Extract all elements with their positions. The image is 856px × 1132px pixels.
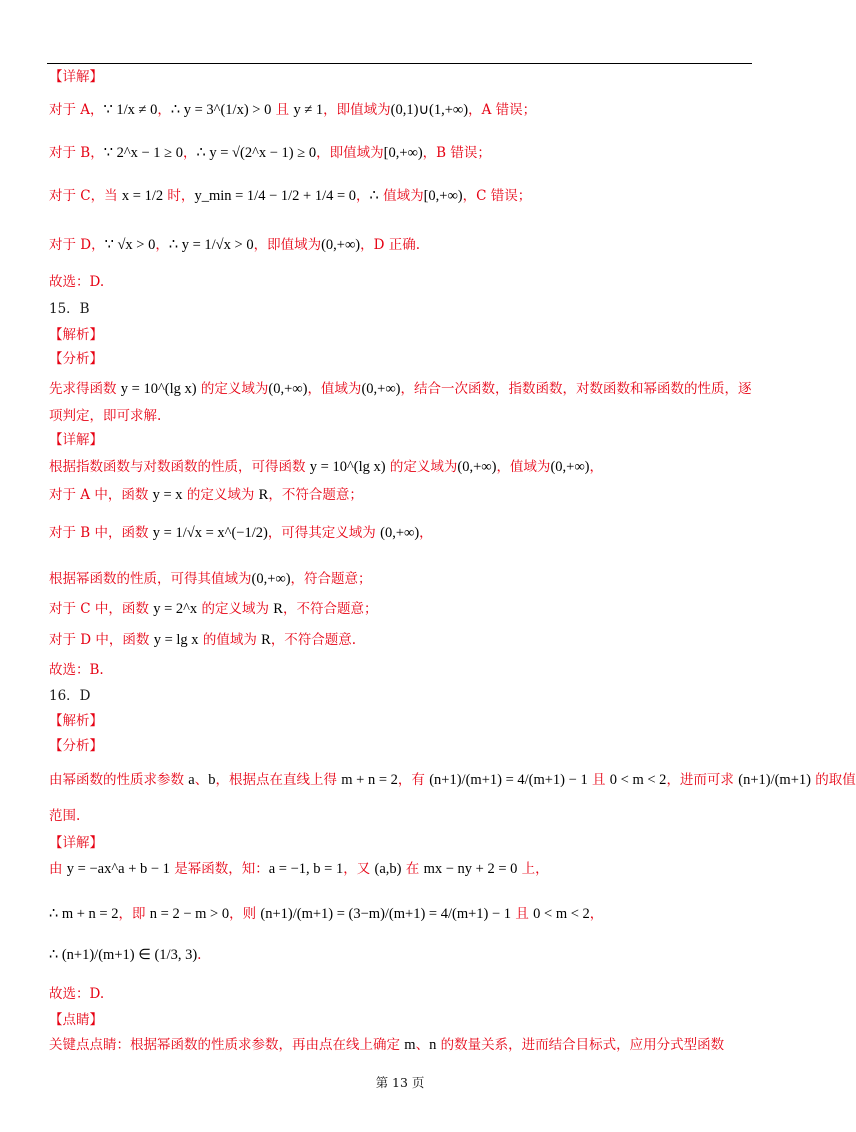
text-segment: 且 — [511, 906, 534, 922]
text-line — [49, 68, 103, 86]
text-segment: 对于 B 中，函数 — [49, 525, 153, 541]
formula: R — [258, 487, 269, 503]
text-segment: ，进而可求 — [666, 772, 739, 788]
text-segment: 由幂函数的性质求参数 — [49, 772, 189, 788]
formula: (n+1)/(m+1) = (3−m)/(m+1) = 4/(m+1) − 1 — [260, 906, 512, 922]
text-segment: 范围. — [49, 808, 81, 824]
text-segment: ，即 — [118, 906, 150, 922]
text-segment: 的定义域为 — [197, 601, 274, 617]
text-segment: 上， — [517, 861, 549, 877]
text-line — [49, 458, 603, 476]
text-segment: ，C 错误； — [462, 188, 532, 204]
formula: ∴ (n+1)/(m+1) ∈ (1/3, 3) — [49, 947, 198, 963]
text-segment: ，D 正确. — [360, 237, 421, 253]
text-line — [49, 661, 104, 679]
text-segment: 对于 A 中，函数 — [49, 487, 153, 503]
text-line — [49, 834, 103, 852]
text-segment: 对于 C，当 — [49, 188, 122, 204]
text-segment: 故选：D. — [49, 986, 105, 1002]
text-segment: 、 — [415, 1037, 430, 1053]
text-segment: 对于 D 中，函数 — [49, 632, 154, 648]
text-segment: 的定义域为 — [196, 381, 269, 397]
text-line — [49, 273, 104, 291]
formula: y ≠ 1 — [293, 102, 324, 118]
text-line — [49, 1036, 724, 1054]
text-segment: 根据幂函数的性质，可得其值域为 — [49, 571, 252, 587]
formula: y = lg x — [153, 632, 199, 648]
page-number: 第 13 页 — [375, 1075, 425, 1090]
formula: y = 2^x — [153, 601, 198, 617]
formula: ∵ √x > 0 — [104, 237, 156, 253]
text-line — [49, 380, 751, 398]
text-line — [49, 687, 91, 705]
text-segment: ，根据点在直线上得 — [215, 772, 342, 788]
text-segment: 对于 B， — [49, 145, 104, 161]
formula: y_min = 1/4 − 1/2 + 1/4 = 0 — [194, 188, 357, 204]
formula: y = 10^(lg x) — [120, 381, 197, 397]
text-segment: 的数量关系，进而结合目标式，应用分式型函数 — [436, 1037, 725, 1053]
text-segment: 【详解】 — [49, 835, 103, 851]
formula: ∵ 2^x − 1 ≥ 0 — [103, 145, 184, 161]
text-segment: ，不符合题意； — [268, 487, 363, 503]
text-line — [49, 236, 420, 254]
text-segment: ，有 — [397, 772, 430, 788]
formula: n = 2 − m > 0 — [149, 906, 230, 922]
text-line — [49, 807, 80, 825]
text-segment: ，又 — [343, 861, 375, 877]
text-line — [49, 300, 90, 318]
text-line — [49, 600, 377, 618]
formula: (0,+∞) — [251, 571, 291, 587]
text-segment: 先求得函数 — [49, 381, 121, 397]
text-segment: 【解析】 — [49, 713, 103, 729]
text-segment: 根据指数函数与对数函数的性质，可得函数 — [49, 459, 310, 475]
text-segment: ， — [155, 237, 169, 253]
text-segment: ，不符合题意. — [270, 632, 357, 648]
text-segment: 值域为 — [378, 188, 424, 204]
formula: (0,+∞) — [380, 525, 420, 541]
text-line — [49, 860, 549, 878]
text-line — [49, 631, 356, 649]
text-segment: ，值域为 — [307, 381, 362, 397]
text-line — [49, 570, 372, 588]
formula: (n+1)/(m+1) — [738, 772, 811, 788]
text-segment: ，A 错误； — [468, 102, 537, 118]
formula: 0 < m < 2 — [609, 772, 667, 788]
formula: a — [188, 772, 195, 788]
text-line — [49, 144, 491, 162]
text-segment: 【分析】 — [49, 351, 103, 367]
formula: (0,+∞) — [550, 459, 590, 475]
formula: ∴ y = 3^(1/x) > 0 — [170, 102, 272, 118]
text-segment: 关键点点睛：根据幂函数的性质求参数，再由点在线上确定 — [49, 1037, 405, 1053]
text-segment: ， — [157, 102, 171, 118]
formula: mx − ny + 2 = 0 — [423, 861, 518, 877]
text-segment: 故选：B. — [49, 662, 104, 678]
text-line — [49, 407, 161, 425]
text-segment: 且 — [587, 772, 610, 788]
text-segment: ，B 错误； — [422, 145, 491, 161]
text-segment: 且 — [271, 102, 294, 118]
text-segment: ， — [589, 459, 603, 475]
text-segment: 的取值 — [810, 772, 856, 788]
text-segment: 时， — [163, 188, 195, 204]
text-line — [49, 946, 201, 964]
text-segment: 、 — [194, 772, 209, 788]
text-segment: ，可得其定义域为 — [267, 525, 381, 541]
formula: (0,1)∪(1,+∞) — [390, 102, 469, 118]
formula: ∴ y = √(2^x − 1) ≥ 0 — [196, 145, 317, 161]
text-segment: ，则 — [229, 906, 261, 922]
text-segment: ， — [356, 188, 370, 204]
text-segment: 【详解】 — [49, 432, 103, 448]
text-segment: ，符合题意； — [290, 571, 372, 587]
text-segment: 对于 C 中，函数 — [49, 601, 154, 617]
text-segment: ，值域为 — [496, 459, 551, 475]
text-line — [49, 1011, 103, 1029]
text-segment: 【详解】 — [49, 69, 103, 85]
text-segment: ，结合一次函数，指数函数，对数函数和幂函数的性质，逐 — [400, 381, 752, 397]
text-segment: 的值域为 — [198, 632, 262, 648]
formula: [0,+∞) — [423, 188, 463, 204]
text-segment: ，不符合题意； — [282, 601, 378, 617]
text-line — [49, 101, 536, 119]
text-segment: 是幂函数，知： — [169, 861, 269, 877]
formula: ∵ 1/x ≠ 0 — [103, 102, 158, 118]
text-segment: 15．B — [49, 301, 90, 317]
formula: [0,+∞) — [383, 145, 423, 161]
header-rule — [47, 63, 752, 64]
formula: m + n = 2 — [341, 772, 398, 788]
text-line — [49, 712, 103, 730]
text-segment: 的定义域为 — [385, 459, 458, 475]
text-segment: ， — [589, 906, 604, 922]
text-segment: 【分析】 — [49, 738, 103, 754]
formula: ∴ m + n = 2 — [49, 906, 119, 922]
text-line — [49, 326, 103, 344]
text-segment: 故选：D. — [49, 274, 105, 290]
formula: 0 < m < 2 — [533, 906, 590, 922]
formula: x = 1/2 — [121, 188, 164, 204]
formula: y = 10^(lg x) — [309, 459, 386, 475]
text-segment: 【解析】 — [49, 327, 103, 343]
formula: (0,+∞) — [268, 381, 308, 397]
formula: (0,+∞) — [321, 237, 361, 253]
text-segment: 项判定，即可求解. — [49, 408, 162, 424]
formula: (a,b) — [374, 861, 402, 877]
text-segment: 16．D — [49, 688, 91, 704]
formula: y = x — [152, 487, 183, 503]
formula: (0,+∞) — [361, 381, 401, 397]
text-line — [49, 985, 104, 1003]
text-segment: 由 — [49, 861, 67, 877]
text-line — [49, 737, 103, 755]
formula: (0,+∞) — [457, 459, 497, 475]
text-segment: 【点睛】 — [49, 1012, 103, 1028]
text-line — [49, 187, 531, 205]
text-line — [49, 905, 603, 923]
formula: m — [404, 1037, 416, 1053]
formula: R — [273, 601, 283, 617]
text-segment: ，即值域为 — [253, 237, 322, 253]
text-segment: ，即值域为 — [316, 145, 384, 161]
text-line — [49, 771, 856, 789]
text-segment: ，即值域为 — [323, 102, 391, 118]
text-segment: 对于 D， — [49, 237, 105, 253]
formula: ∴ — [369, 188, 379, 204]
formula: n — [429, 1037, 437, 1053]
text-segment: . — [197, 947, 202, 963]
formula: y = −ax^a + b − 1 — [66, 861, 170, 877]
text-line — [49, 486, 363, 504]
text-segment: ， — [419, 525, 433, 541]
formula: R — [261, 632, 271, 648]
text-segment: 对于 A， — [49, 102, 104, 118]
text-line — [49, 431, 103, 449]
text-segment: ， — [183, 145, 197, 161]
formula: b — [208, 772, 216, 788]
text-segment: 在 — [401, 861, 424, 877]
text-segment: 的定义域为 — [182, 487, 259, 503]
formula: ∴ y = 1/√x > 0 — [168, 237, 254, 253]
text-line — [49, 524, 433, 542]
formula: (n+1)/(m+1) = 4/(m+1) − 1 — [429, 772, 588, 788]
formula: y = 1/√x = x^(−1/2) — [152, 525, 268, 541]
text-line — [49, 350, 103, 368]
formula: a = −1, b = 1 — [268, 861, 344, 877]
